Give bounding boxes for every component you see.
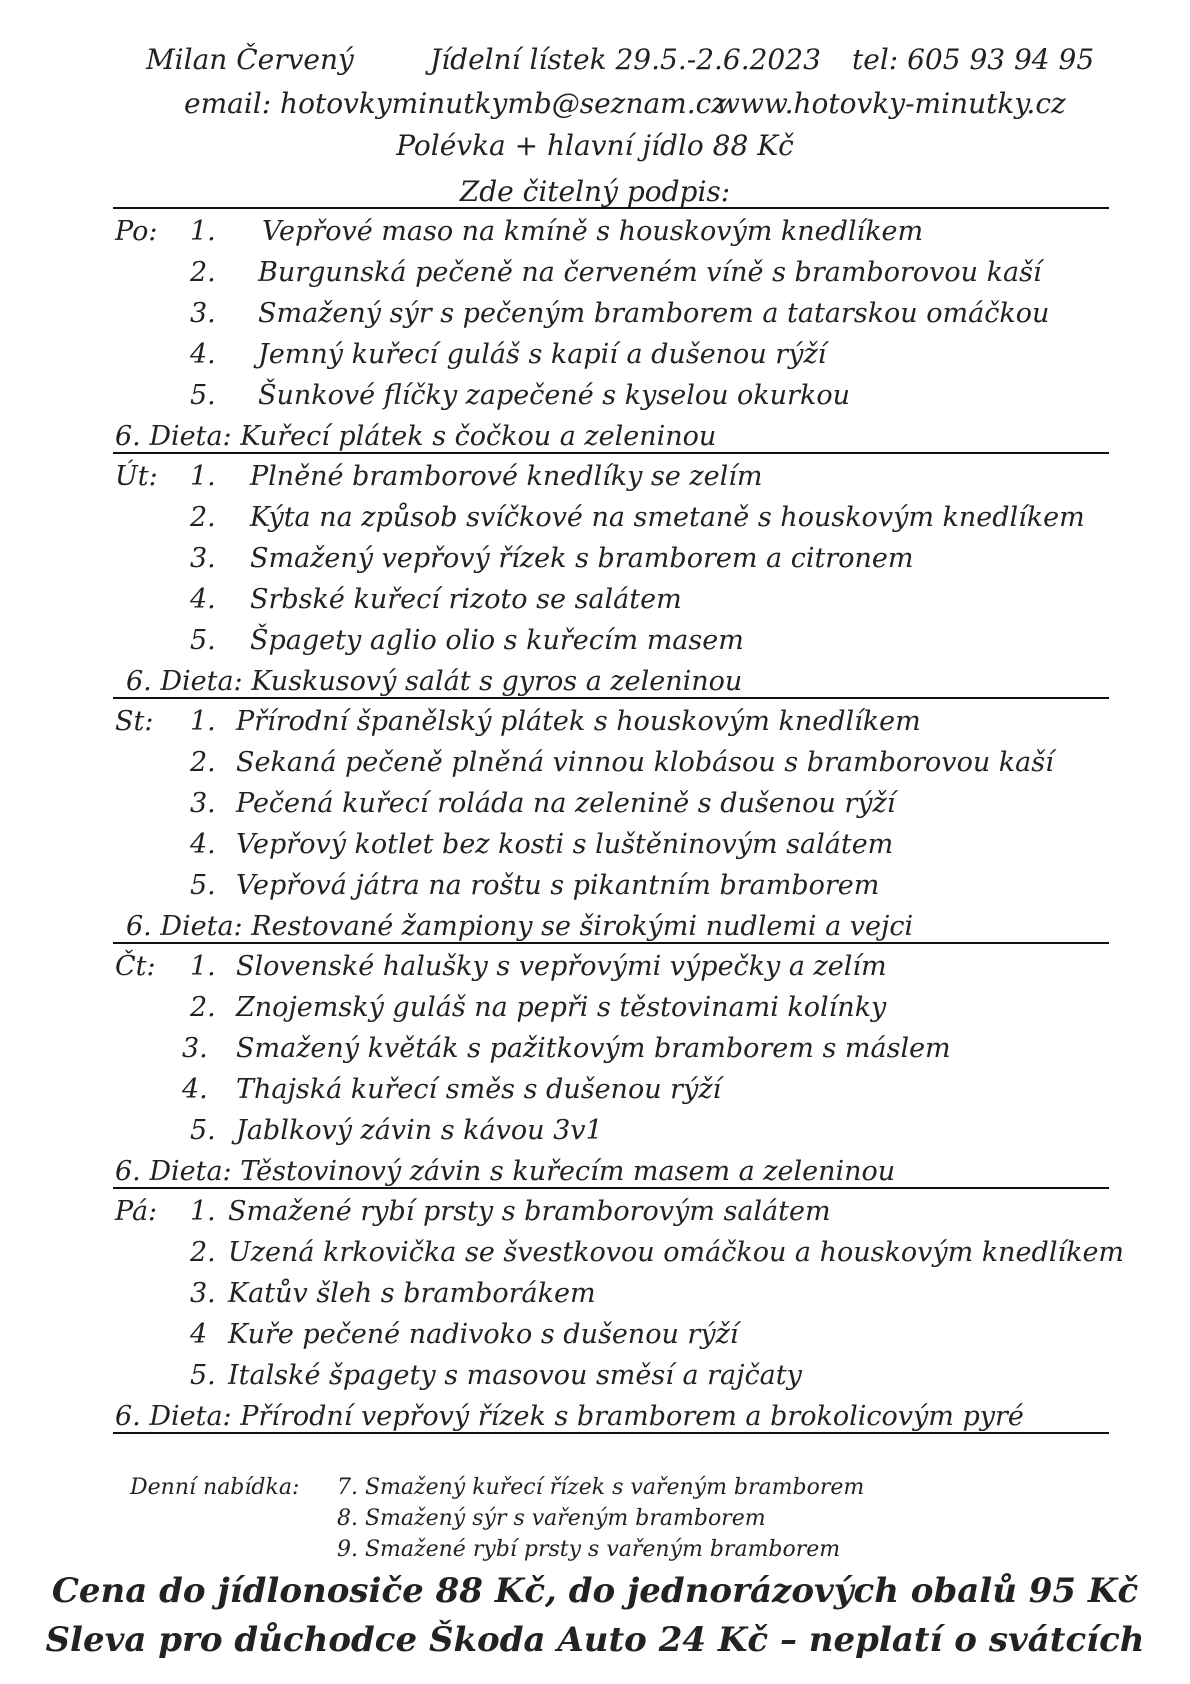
diet-item: 6. Dieta: Těstovinový závin s kuřecím masem a zeleninou	[115, 1156, 896, 1187]
day-label-wednesday: St:	[115, 706, 154, 737]
diet-item: 6. Dieta: Kuřecí plátek s čočkou a zeleninou	[115, 421, 717, 452]
item-number: 5.	[190, 1115, 216, 1146]
item-number: 4	[190, 1319, 208, 1350]
menu-item: Smažený květák s pažitkovým bramborem s máslem	[236, 1033, 951, 1064]
item-number: 2.	[190, 502, 216, 533]
item-number: 3.	[190, 298, 216, 329]
item-number: 3.	[190, 543, 216, 574]
discount-note: Sleva pro důchodce Škoda Auto 24 Kč – neplatí o svátcích	[45, 1620, 1145, 1660]
price-line: Polévka + hlavní jídlo 88 Kč	[396, 129, 794, 162]
item-number: 1.	[190, 706, 216, 737]
menu-item: Šunkové flíčky zapečené s kyselou okurkou	[258, 380, 850, 411]
email-address: email: hotovkyminutkymb@seznam.cz	[184, 87, 727, 120]
item-number: 5.	[190, 625, 216, 656]
menu-item: Jemný kuřecí guláš s kapií a dušenou rýží	[258, 339, 827, 370]
menu-item: Pečená kuřecí roláda na zelenině s dušenou rýží	[236, 788, 896, 819]
menu-item: Vepřové maso na kmíně s houskovým knedlíkem	[262, 216, 924, 247]
item-number: 4.	[182, 1074, 208, 1105]
day-divider	[113, 1187, 1109, 1189]
signature-line: Zde čitelný podpis:	[459, 175, 731, 208]
day-divider	[113, 697, 1109, 699]
daily-offer-item: 8. Smažený sýr s vařeným bramborem	[337, 1506, 766, 1531]
item-number: 3.	[182, 1033, 208, 1064]
day-divider	[113, 1432, 1109, 1434]
item-number: 5.	[190, 380, 216, 411]
item-number: 4.	[190, 339, 216, 370]
diet-item: 6. Dieta: Přírodní vepřový řízek s bramborem a brokolicovým pyré	[115, 1401, 1024, 1432]
menu-item: Uzená krkovička se švestkovou omáčkou a houskovým knedlíkem	[228, 1237, 1125, 1268]
menu-item: Smažený vepřový řízek s bramborem a citronem	[250, 543, 914, 574]
menu-item: Jablkový závin s kávou 3v1	[236, 1115, 603, 1146]
daily-offer-label: Denní nabídka:	[130, 1475, 300, 1500]
menu-item: Vepřová játra na roštu s pikantním bramborem	[236, 870, 880, 901]
item-number: 1.	[190, 951, 216, 982]
item-number: 1.	[190, 216, 216, 247]
item-number: 2.	[190, 747, 216, 778]
day-label-tuesday: Út:	[115, 461, 158, 492]
diet-item: 6. Dieta: Kuskusový salát s gyros a zeleninou	[126, 666, 743, 697]
phone-number: tel: 605 93 94 95	[852, 43, 1095, 76]
menu-item: Burgunská pečeně na červeném víně s bramborovou kaší	[258, 257, 1042, 288]
item-number: 1.	[190, 1196, 216, 1227]
item-number: 4.	[190, 584, 216, 615]
menu-item: Kuře pečené nadivoko s dušenou rýží	[228, 1319, 739, 1350]
menu-item: Špagety aglio olio s kuřecím masem	[250, 625, 744, 656]
header-divider	[113, 207, 1109, 209]
menu-item: Slovenské halušky s vepřovými výpečky a zelím	[236, 951, 887, 982]
menu-item: Smažené rybí prsty s bramborovým salátem	[228, 1196, 831, 1227]
menu-item: Srbské kuřecí rizoto se salátem	[250, 584, 682, 615]
menu-item: Sekaná pečeně plněná vinnou klobásou s bramborovou kaší	[236, 747, 1054, 778]
item-number: 5.	[190, 1360, 216, 1391]
menu-item: Znojemský guláš na pepři s těstovinami kolínky	[236, 992, 887, 1023]
daily-offer-item: 7. Smažený kuřecí řízek s vařeným bramborem	[337, 1475, 865, 1500]
menu-item: Italské špagety s masovou směsí a rajčaty	[228, 1360, 802, 1391]
item-number: 1.	[190, 461, 216, 492]
item-number: 3.	[190, 788, 216, 819]
item-number: 2.	[190, 257, 216, 288]
menu-item: Smažený sýr s pečeným bramborem a tatarskou omáčkou	[258, 298, 1050, 329]
item-number: 4.	[190, 829, 216, 860]
owner-name: Milan Červený	[146, 43, 354, 76]
menu-item: Přírodní španělský plátek s houskovým knedlíkem	[236, 706, 921, 737]
daily-offer-item: 9. Smažené rybí prsty s vařeným bramborem	[337, 1537, 841, 1562]
menu-title: Jídelní lístek 29.5.-2.6.2023	[430, 43, 821, 76]
day-label-monday: Po:	[115, 216, 158, 247]
menu-item: Vepřový kotlet bez kosti s luštěninovým salátem	[236, 829, 894, 860]
diet-item: 6. Dieta: Restované žampiony se širokými nudlemi a vejci	[126, 911, 914, 942]
item-number: 5.	[190, 870, 216, 901]
item-number: 2.	[190, 992, 216, 1023]
menu-item: Kýta na způsob svíčkové na smetaně s houskovým knedlíkem	[250, 502, 1085, 533]
menu-item: Thajská kuřecí směs s dušenou rýží	[236, 1074, 722, 1105]
item-number: 2.	[190, 1237, 216, 1268]
day-label-friday: Pá:	[115, 1196, 158, 1227]
day-divider	[113, 942, 1109, 944]
day-divider	[113, 452, 1109, 454]
day-label-thursday: Čt:	[115, 951, 156, 982]
price-note: Cena do jídlonosiče 88 Kč, do jednorázových obalů 95 Kč	[51, 1571, 1139, 1611]
menu-item: Katův šleh s bramborákem	[228, 1278, 596, 1309]
website-address: www.hotovky-minutky.cz	[716, 87, 1066, 120]
item-number: 3.	[190, 1278, 216, 1309]
menu-item: Plněné bramborové knedlíky se zelím	[250, 461, 763, 492]
